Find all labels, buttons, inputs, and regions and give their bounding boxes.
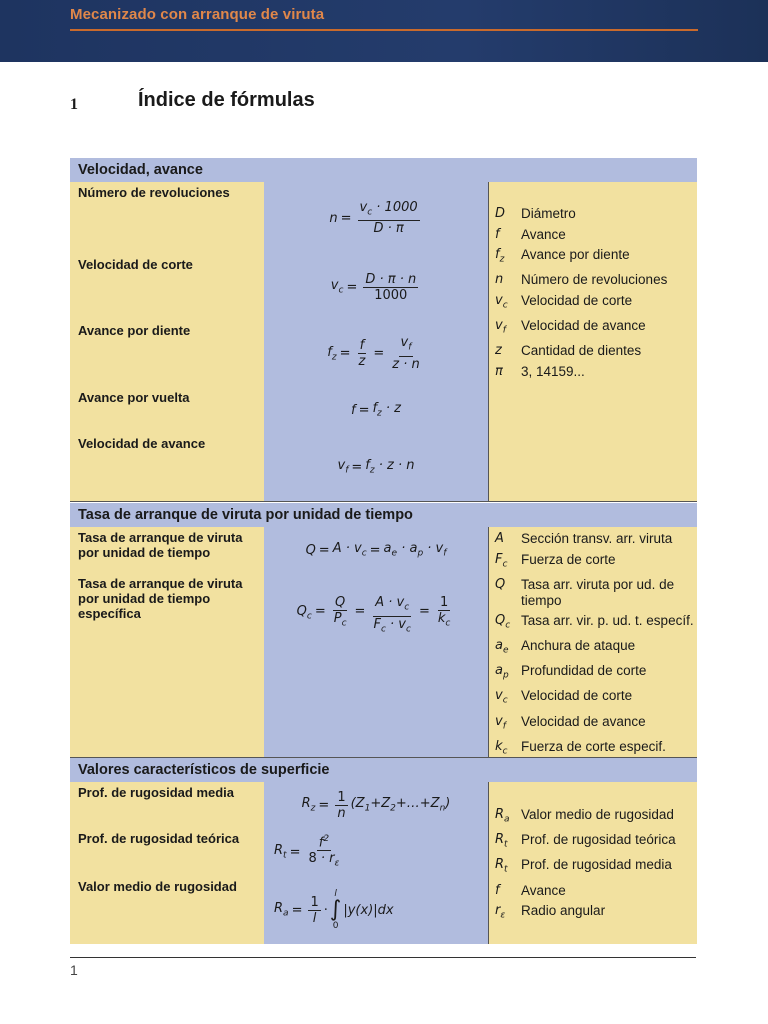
legend-item: $v_f$ Velocidad de avance — [495, 318, 646, 336]
section-title-superficie: Valores característicos de superficie — [70, 758, 697, 782]
footer-divider — [70, 957, 696, 958]
formula-tasa-arranque: Q = $A \cdot v_c$ = $a_e \cdot a_p \cdot v_f$ — [264, 527, 489, 574]
legend-item: $R_t$ Prof. de rugosidad media — [495, 857, 672, 875]
legend-item: $v_c$ Velocidad de corte — [495, 292, 633, 311]
header-divider — [70, 29, 698, 31]
chapter-number: 1 — [70, 96, 78, 113]
legend-item: $Q_c$ Tasa arr. vir. p. ud. t. específ. — [495, 612, 694, 631]
legend-velocidad — [489, 182, 697, 502]
legend-item: $a_p$ Profundidad de corte — [495, 663, 647, 681]
legend-item: Q Tasa arr. viruta por ud. de tiempo — [495, 576, 675, 608]
legend-item: $F_c$ Fuerza de corte — [495, 551, 616, 570]
legend-tasa — [489, 527, 697, 758]
page-heading: Índice de fórmulas — [138, 89, 315, 111]
label-avance-por-vuelta: Avance por vuelta — [70, 387, 265, 434]
legend-item: $R_a$ Valor medio de rugosidad — [495, 807, 674, 825]
page-number: 1 — [70, 962, 78, 978]
section-title-velocidad: Velocidad, avance — [70, 158, 697, 182]
section-title-tasa: Tasa de arranque de viruta por unidad de tiempo — [70, 503, 697, 527]
legend-item: $v_f$ Velocidad de avance — [495, 713, 646, 732]
legend-item: $v_c$ Velocidad de corte — [495, 688, 633, 706]
header-banner — [0, 0, 768, 62]
legend-item: A Sección transv. arr. viruta — [495, 531, 673, 546]
formula-velocidad-corte: $v_c$ = $\frac{D \cdot \pi \cdot n}{1000}$ — [264, 254, 489, 321]
legend-item: D Diámetro — [495, 206, 576, 221]
formula-avance-por-vuelta: f = $f_z \cdot z$ — [264, 387, 489, 434]
label-velocidad-corte: Velocidad de corte — [70, 254, 265, 321]
formula-avance-por-diente: $f_z$ = $\frac{f}{z}$ = $\frac{v_f}{z \cdot n}$ — [264, 320, 489, 388]
label-rugosidad-media: Prof. de rugosidad media — [70, 782, 265, 829]
legend-superficie — [489, 782, 697, 944]
formula-rugosidad-media: $R_z$ = $\frac{1}{n}$ $(Z_1+Z_2+\dots+Z_n)$ — [264, 782, 489, 829]
formula-tasa-arranque-especifica: $Q_c$ = $\frac{Q}{P_c}$ = $\frac{A \cdot v_c}{F_c \cdot v_c}$ = $\frac{1}{k_c}$ — [264, 573, 489, 758]
legend-item: $k_c$ Fuerza de corte especif. — [495, 738, 666, 757]
formula-valor-medio-rugosidad: $R_a$ = $\frac{1}{l}$ · l ∫ 0 |y(x)|dx — [264, 876, 489, 944]
label-rugosidad-teorica: Prof. de rugosidad teórica — [70, 828, 265, 877]
legend-item: f Avance — [495, 226, 566, 242]
legend-item: z Cantidad de dientes — [495, 343, 642, 359]
legend-item: f Avance — [495, 882, 566, 898]
label-tasa-arranque-especifica: Tasa de arranque de viruta por unidad de tiempo específica — [70, 573, 265, 758]
legend-item: π 3, 14159... — [495, 363, 585, 379]
label-avance-por-diente: Avance por diente — [70, 320, 265, 388]
legend-item: $a_e$ Anchura de ataque — [495, 637, 636, 656]
formula-numero-revoluciones: n = $\frac{v_c \cdot 1000}{D \cdot \pi}$ — [264, 182, 489, 255]
legend-item: n Número de revoluciones — [495, 272, 668, 288]
label-tasa-arranque: Tasa de arranque de viruta por unidad de tiempo — [70, 527, 265, 574]
formula-velocidad-avance: $v_f$ = $f_z \cdot z \cdot n$ — [264, 433, 489, 502]
label-valor-medio-rugosidad: Valor medio de rugosidad — [70, 876, 265, 944]
document-title: Mecanizado con arranque de viruta — [70, 6, 325, 23]
legend-item: $R_t$ Prof. de rugosidad teórica — [495, 832, 676, 850]
legend-item: $r_\varepsilon$ Radio angular — [495, 903, 606, 921]
label-numero-revoluciones: Número de revoluciones — [70, 182, 265, 255]
label-velocidad-avance: Velocidad de avance — [70, 433, 265, 502]
legend-item: $f_z$ Avance por diente — [495, 247, 630, 265]
formula-rugosidad-teorica: $R_t$ = $\frac{f^2}{8 \cdot r_\varepsilon}$ — [264, 828, 489, 877]
